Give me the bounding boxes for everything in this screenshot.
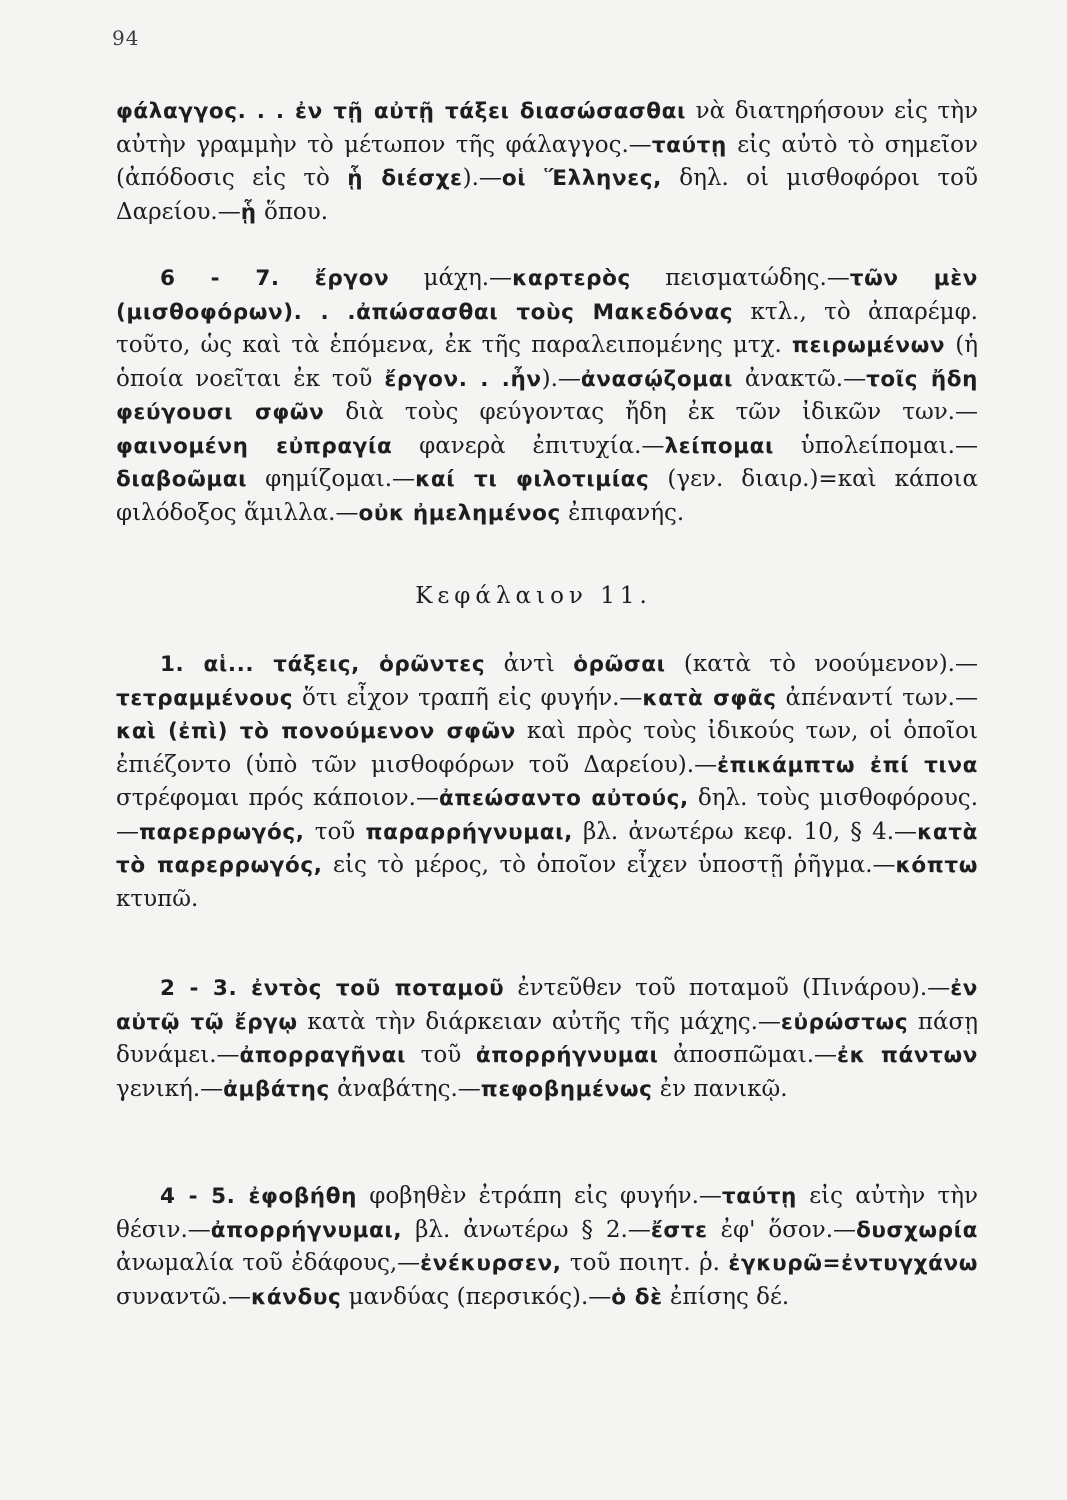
gloss-text: κτυπῶ. <box>116 885 199 912</box>
lemma-term: φαινομένη εὐπραγία <box>116 433 393 459</box>
gloss-text: τοῦ <box>406 1042 476 1068</box>
gloss-text: ἐν πανικῷ. <box>652 1075 788 1102</box>
lemma-term: λείπομαι <box>664 433 774 459</box>
gloss-text: πάσῃ δυνάμει.— <box>116 1008 978 1068</box>
lemma-term: εὐρώστως <box>780 1009 909 1035</box>
gloss-text: βλ. ἀνωτέρω § 2.— <box>402 1216 651 1243</box>
lemma-term: 4 - 5. ἐφοβήθη <box>160 1184 357 1209</box>
gloss-text: ἀνωμαλία τοῦ ἐδάφους,— <box>116 1250 421 1276</box>
gloss-text: φοβηθὲν ἐτράπη εἰς φυγήν.— <box>357 1183 722 1209</box>
gloss-text: εἰς αὐτὸ τὸ σημεῖον (ἀπόδοσις εἰς τὸ <box>116 131 978 191</box>
gloss-text: ).— <box>541 365 581 392</box>
gloss-text: διὰ τοὺς φεύγοντας ἤδη ἐκ τῶν ἰδικῶν των.— <box>324 399 978 425</box>
lemma-term: ἀπορρήγνυμαι, <box>210 1217 403 1243</box>
lemma-term: ταύτῃ <box>721 1184 797 1209</box>
lemma-term: ἐν αὐτῷ τῷ ἔργῳ <box>116 976 979 1035</box>
gloss-text: ἀναβάτης.— <box>329 1075 481 1102</box>
lemma-term: φάλαγγος. . . ἐν τῇ αὐτῇ τάξει διασώσασθαι <box>116 99 686 124</box>
lemma-term: ἐκ πάντων <box>837 1043 978 1068</box>
gloss-text: ἐπίσης δέ. <box>662 1283 790 1310</box>
lemma-term: ὁρῶσαι <box>573 652 666 677</box>
gloss-text: ὅπου. <box>256 198 329 225</box>
lemma-term: κατὰ τὸ παρερρωγός, <box>116 819 978 878</box>
gloss-text: πεισματώδης.— <box>630 265 850 291</box>
lemma-term: ἀμβάτης <box>223 1076 330 1102</box>
lemma-term: ἔστε <box>650 1217 708 1243</box>
gloss-text: ἀποσπῶμαι.— <box>658 1042 838 1068</box>
gloss-text: τοῦ ποιητ. ῥ. <box>561 1250 729 1276</box>
lemma-term: κάνδυς <box>250 1284 342 1310</box>
gloss-text: (γεν. διαιρ.)=καὶ κάποια φιλόδοξος ἅμιλλα.— <box>116 466 978 526</box>
lemma-term: δυσχωρία <box>856 1217 978 1243</box>
gloss-text: ).— <box>462 165 502 191</box>
lemma-term: πεφοβημένως <box>480 1076 653 1102</box>
gloss-text: φημίζομαι.— <box>247 466 416 492</box>
lemma-term: καρτερὸς <box>512 266 631 291</box>
page-number: 94 <box>112 26 140 50</box>
commentary-paragraph <box>116 262 978 530</box>
lemma-term: καὶ (ἐπὶ) τὸ πονούμενον σφῶν <box>116 719 516 744</box>
gloss-text: δηλ. οἱ μισθοφόροι τοῦ Δαρείου.— <box>116 165 978 225</box>
lemma-term: τετραμμένους <box>116 685 294 711</box>
lemma-term: ἐνέκυρσεν, <box>420 1251 562 1276</box>
lemma-term: τῶν μὲν (μισθοφόρων). . .ἀπώσασθαι τοὺς Μακεδόνας <box>116 266 979 325</box>
lemma-term: ἀπεώσαντο αὐτούς, <box>438 786 689 811</box>
gloss-text: συναντῶ.— <box>116 1283 251 1310</box>
lemma-term: ἀπορρήγνυμαι <box>475 1043 659 1068</box>
gloss-text: ἀπέναντί των.— <box>776 684 978 711</box>
gloss-text: βλ. ἀνωτέρω κεφ. 10, § 4.— <box>572 818 918 845</box>
gloss-text: γενική.— <box>116 1075 224 1102</box>
lemma-term: διαβοῶμαι <box>116 467 248 492</box>
gloss-text: (κατὰ τὸ νοούμενον).— <box>665 651 978 677</box>
lemma-term: 6 - 7. ἔργον <box>160 266 390 291</box>
gloss-text: τοῦ <box>304 818 366 845</box>
gloss-text: εἰς τὸ μέρος, τὸ ὁποῖον εἶχεν ὑποστῇ ῥῆγμα.— <box>322 852 896 878</box>
lemma-term: πειρωμένων <box>791 333 946 358</box>
commentary-paragraph <box>116 648 978 916</box>
lemma-term: οἱ Ἕλληνες, <box>501 166 662 191</box>
gloss-text: ἐπιφανής. <box>560 499 685 526</box>
gloss-text: εἰς αὐτὴν τὴν θέσιν.— <box>116 1183 979 1243</box>
lemma-term: ᾗ διέσχε <box>347 166 463 191</box>
gloss-text: καὶ πρὸς τοὺς ἰδικούς των, οἱ ὁποῖοι ἐπιέζοντο (ὑπὸ τῶν μισθοφόρων τοῦ Δαρείου).— <box>116 718 978 778</box>
chapter-heading: Κεφάλαιον 11. <box>415 583 652 609</box>
lemma-term: οὐκ ἠμελημένος <box>358 500 561 526</box>
gloss-text: ὑπολείπομαι.— <box>773 432 978 459</box>
lemma-term: κατὰ σφᾶς <box>642 685 777 711</box>
commentary-paragraph <box>116 95 978 229</box>
lemma-term: τοῖς ἤδη φεύγουσι σφῶν <box>116 366 978 425</box>
lemma-term: παραρρήγνυμαι, <box>365 819 573 845</box>
gloss-text: ὅτι εἶχον τραπῆ εἰς φυγήν.— <box>293 684 643 711</box>
gloss-text: ἀνακτῶ.— <box>732 365 867 392</box>
gloss-text: νὰ διατηρήσουν εἰς τὴν αὐτὴν γραμμὴν τὸ μέτωπον τῆς φάλαγγος.— <box>116 98 978 158</box>
lemma-term: παρερρωγός, <box>139 819 305 845</box>
gloss-text: μανδύας (περσικός).— <box>341 1283 612 1310</box>
gloss-text: στρέφομαι πρός κάποιον.— <box>116 785 439 811</box>
lemma-term: καί τι φιλοτιμίας <box>415 467 650 492</box>
lemma-term: ἀνασῴζομαι <box>580 366 733 392</box>
gloss-text: φανερὰ ἐπιτυχία.— <box>392 432 665 459</box>
commentary-paragraph <box>116 1180 978 1314</box>
gloss-text: κτλ., τὸ ἀπαρέμφ. τοῦτο, ὡς καὶ τὰ ἑπόμενα, ἐκ τῆς παραλειπομένης μτχ. <box>116 298 978 358</box>
gloss-text: ἀντὶ <box>485 651 574 677</box>
lemma-term: ταύτῃ <box>651 132 727 158</box>
lemma-term: 1. αἱ... τάξεις, ὁρῶντες <box>160 652 486 677</box>
gloss-text: μάχη.— <box>389 265 513 291</box>
gloss-text: κατὰ τὴν διάρκειαν αὐτῆς τῆς μάχης.— <box>297 1008 781 1035</box>
gloss-text: ἐφ' ὅσον.— <box>707 1216 857 1243</box>
gloss-text: ἐντεῦθεν τοῦ ποταμοῦ (Πινάρου).— <box>504 975 951 1001</box>
lemma-term: 2 - 3. ἐντὸς τοῦ ποταμοῦ <box>160 976 505 1001</box>
lemma-term: ἐπικάμπτω ἐπί τινα <box>717 752 978 778</box>
lemma-term: ἀπορραγῆναι <box>239 1043 406 1068</box>
gloss-text: δηλ. τοὺς μισθοφόρους.— <box>116 785 979 845</box>
lemma-term: ὁ δὲ <box>611 1284 663 1310</box>
lemma-term: κόπτω <box>895 853 978 878</box>
commentary-paragraph <box>116 972 978 1106</box>
gloss-text: (ἡ ὁποία νοεῖται ἐκ τοῦ <box>116 332 978 392</box>
lemma-term: ἔργον. . .ἦν <box>384 366 542 392</box>
lemma-term: ἐγκυρῶ=ἐντυγχάνω <box>728 1251 978 1276</box>
lemma-term: ᾗ <box>240 199 257 225</box>
